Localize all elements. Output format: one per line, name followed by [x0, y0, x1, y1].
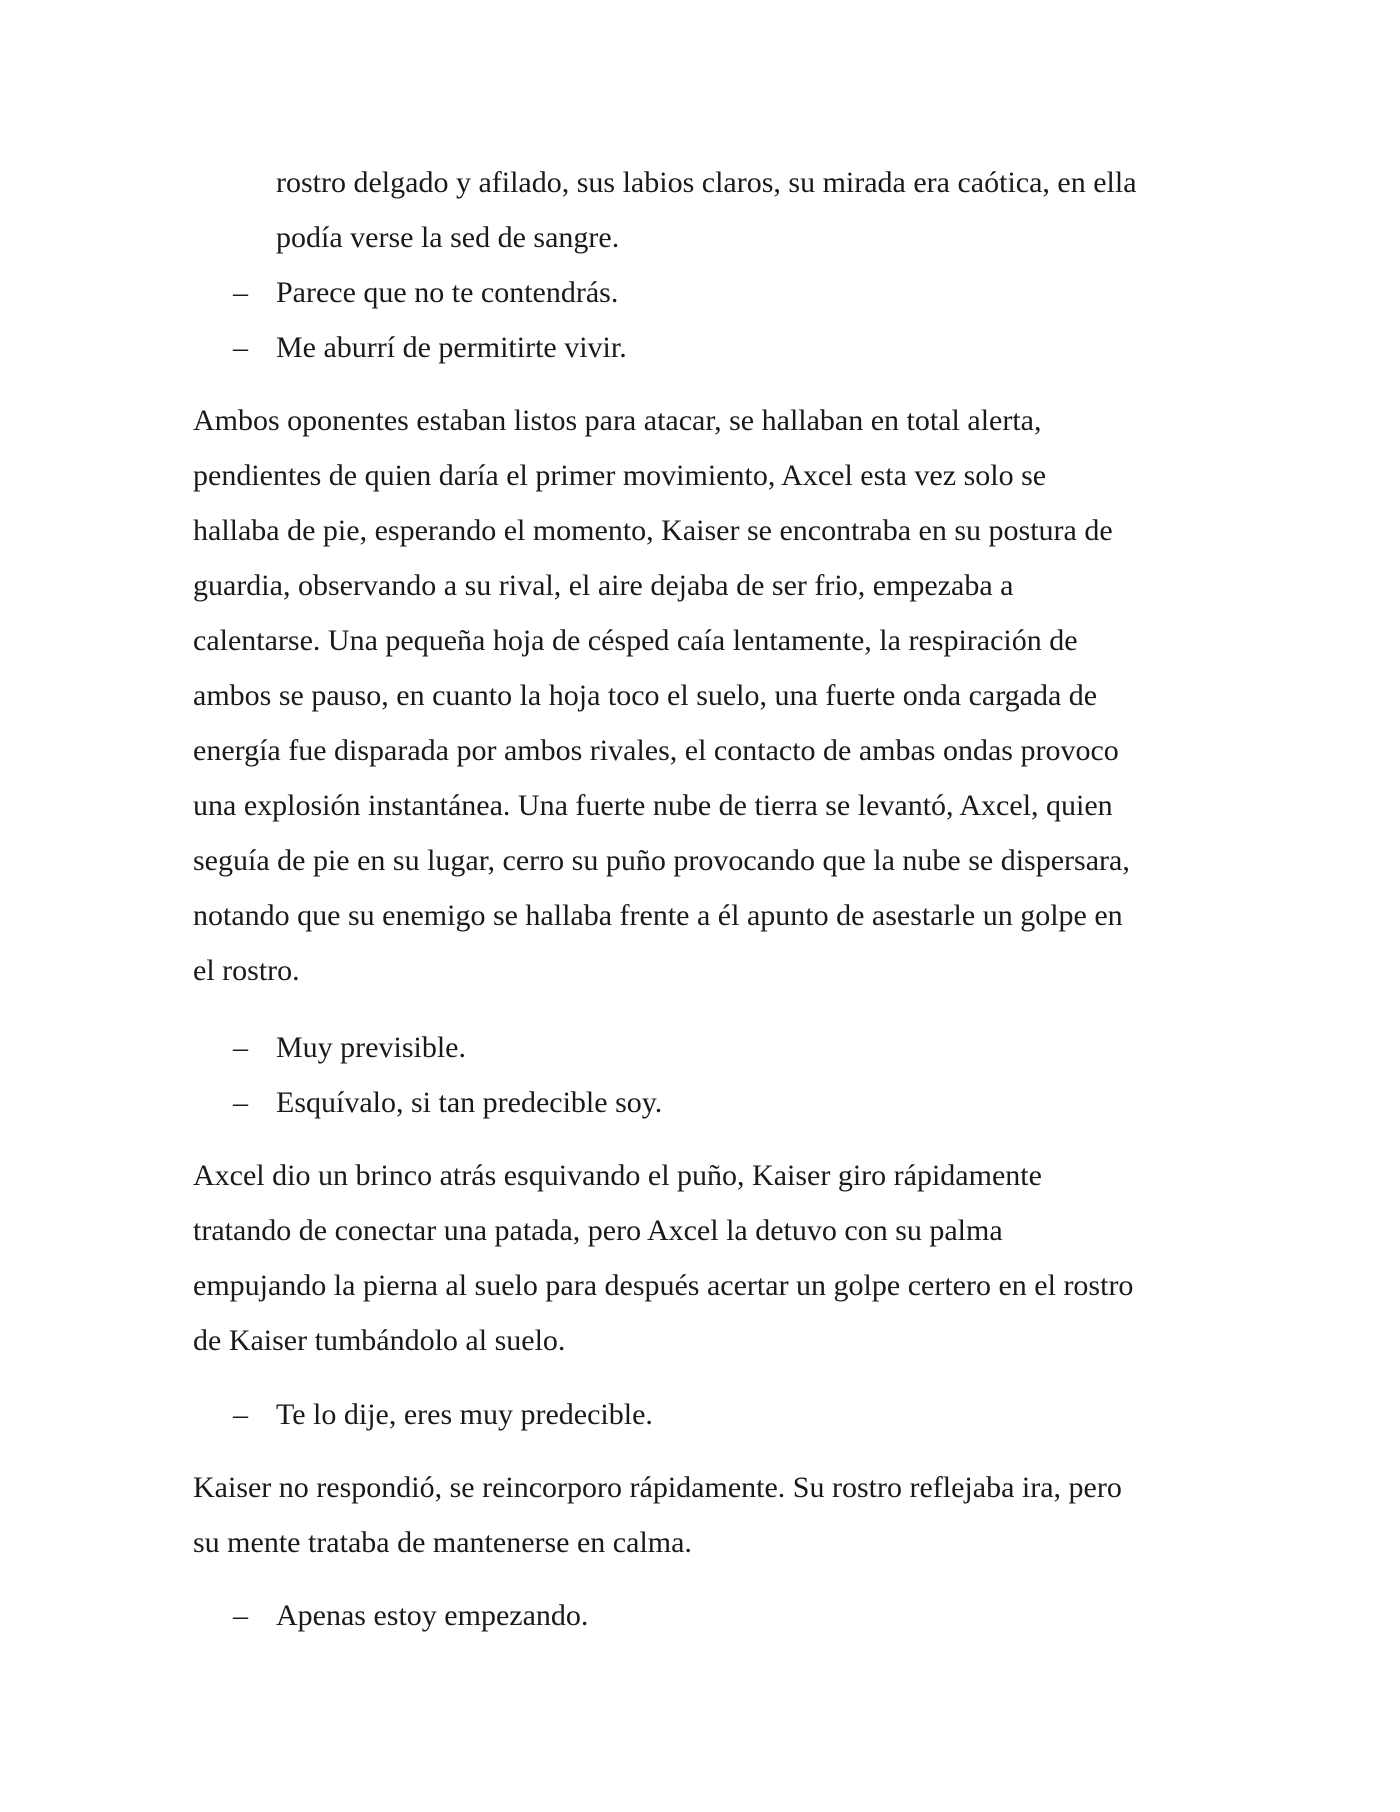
dialogue-line	[193, 320, 1203, 375]
text-line: su mente trataba de mantenerse en calma.	[193, 1526, 692, 1559]
dialogue-line	[193, 265, 1203, 320]
dialogue-line	[193, 1020, 1203, 1075]
text-line: podía verse la sed de sangre.	[276, 221, 620, 254]
dialogue-dash: –	[233, 276, 248, 309]
text-line: energía fue disparada por ambos rivales, el contacto de ambas ondas provoco	[193, 734, 1119, 767]
dialogue-line	[193, 1075, 1203, 1130]
dialogue-group-3	[193, 1387, 1203, 1442]
text-line: calentarse. Una pequeña hoja de césped caía lentamente, la respiración de	[193, 624, 1078, 657]
text-line: ambos se pauso, en cuanto la hoja toco el suelo, una fuerte onda cargada de	[193, 679, 1098, 712]
dialogue-group-4	[193, 1588, 1203, 1643]
narrative-paragraph	[193, 1460, 1203, 1570]
dialogue-line	[193, 1387, 1203, 1442]
text-line: de Kaiser tumbándolo al suelo.	[193, 1324, 566, 1357]
narrative-paragraph	[193, 1148, 1203, 1368]
dialogue-line	[193, 1588, 1203, 1643]
dialogue-group-2	[193, 1020, 1203, 1130]
dialogue-text: Me aburrí de permitirte vivir.	[276, 331, 627, 364]
text-line: Ambos oponentes estaban listos para atacar, se hallaban en total alerta,	[193, 404, 1042, 437]
dialogue-dash: –	[233, 331, 248, 364]
text-line: empujando la pierna al suelo para después acertar un golpe certero en el rostro	[193, 1269, 1134, 1302]
dialogue-dash: –	[233, 1398, 248, 1431]
text-line: notando que su enemigo se hallaba frente a él apunto de asestarle un golpe en	[193, 899, 1123, 932]
dialogue-text: Esquívalo, si tan predecible soy.	[276, 1086, 663, 1119]
text-line: seguía de pie en su lugar, cerro su puño provocando que la nube se dispersara,	[193, 844, 1130, 877]
text-line: Kaiser no respondió, se reincorporo rápidamente. Su rostro reflejaba ira, pero	[193, 1471, 1122, 1504]
text-line: el rostro.	[193, 954, 300, 987]
text-line: Axcel dio un brinco atrás esquivando el puño, Kaiser giro rápidamente	[193, 1159, 1042, 1192]
narrative-paragraph	[193, 393, 1203, 998]
text-line: pendientes de quien daría el primer movimiento, Axcel esta vez solo se	[193, 459, 1047, 492]
text-line: una explosión instantánea. Una fuerte nube de tierra se levantó, Axcel, quien	[193, 789, 1113, 822]
text-line: hallaba de pie, esperando el momento, Kaiser se encontraba en su postura de	[193, 514, 1113, 547]
text-line: tratando de conectar una patada, pero Axcel la detuvo con su palma	[193, 1214, 1003, 1247]
dialogue-dash: –	[233, 1086, 248, 1119]
continued-dialogue-text	[276, 155, 1216, 265]
dialogue-text: Parece que no te contendrás.	[276, 276, 619, 309]
text-line: rostro delgado y afilado, sus labios claros, su mirada era caótica, en ella	[276, 166, 1137, 199]
dialogue-text: Apenas estoy empezando.	[276, 1599, 589, 1632]
dialogue-dash: –	[233, 1031, 248, 1064]
dialogue-group-1	[193, 265, 1203, 375]
dialogue-text: Muy previsible.	[276, 1031, 466, 1064]
dialogue-dash: –	[233, 1599, 248, 1632]
text-line: guardia, observando a su rival, el aire dejaba de ser frio, empezaba a	[193, 569, 1014, 602]
dialogue-text: Te lo dije, eres muy predecible.	[276, 1398, 653, 1431]
